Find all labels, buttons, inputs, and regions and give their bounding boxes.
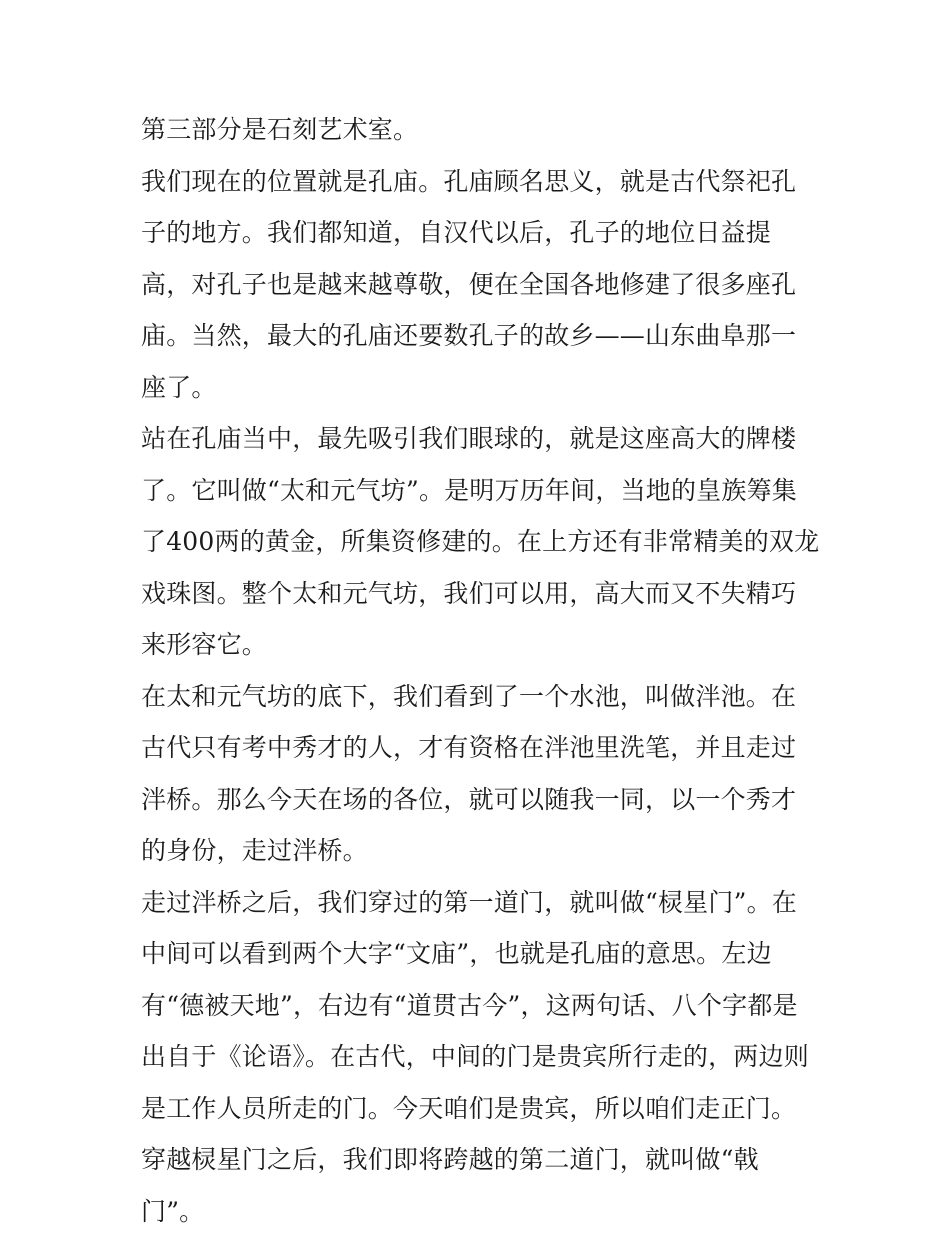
document-body [141,104,821,1237]
paragraph-lingxing-gate: 走过泮桥之后，我们穿过的第一道门，就叫做“棂星门”。在中间可以看到两个大字“文庙”，也就是孔庙的意思。左边有“德被天地”，右边有“道贯古今”，这两句话、八个字都是出自于《论语》。在古代，中间的门是贵宾所行走的，两边则是工作人员所走的门。今天咱们是贵宾，所以咱们走正门。 [141,887,809,1123]
paragraph-pan-pond: 在太和元气坊的底下，我们看到了一个水池，叫做泮池。在古代只有考中秀才的人，才有资格在泮池里洗笔，并且走过泮桥。那么今天在场的各位，就可以随我一同，以一个秀才的身份，走过泮桥。 [141,681,797,865]
paragraph-ji-gate: 穿越棂星门之后，我们即将跨越的第二道门，就叫做“戟门”。 [141,1145,759,1226]
paragraph-taihe-yuanqi-archway: 站在孔庙当中，最先吸引我们眼球的，就是这座高大的牌楼了。它叫做“太和元气坊”。是明万历年间，当地的皇族筹集了400两的黄金，所集资修建的。在上方还有非常精美的双龙戏珠图。整个太和元气坊，我们可以用，高大而又不失精巧来形容它。 [141,424,820,659]
paragraph-confucius-temple: 我们现在的位置就是孔庙。孔庙顾名思义，就是古代祭祀孔子的地方。我们都知道，自汉代以后，孔子的地位日益提高，对孔子也是越来越尊敬，便在全国各地修建了很多座孔庙。当然，最大的孔庙还要数孔子的故乡——山东曲阜那一座了。 [141,166,797,402]
paragraph-stone-carving-room: 第三部分是石刻艺术室。 [141,115,419,144]
